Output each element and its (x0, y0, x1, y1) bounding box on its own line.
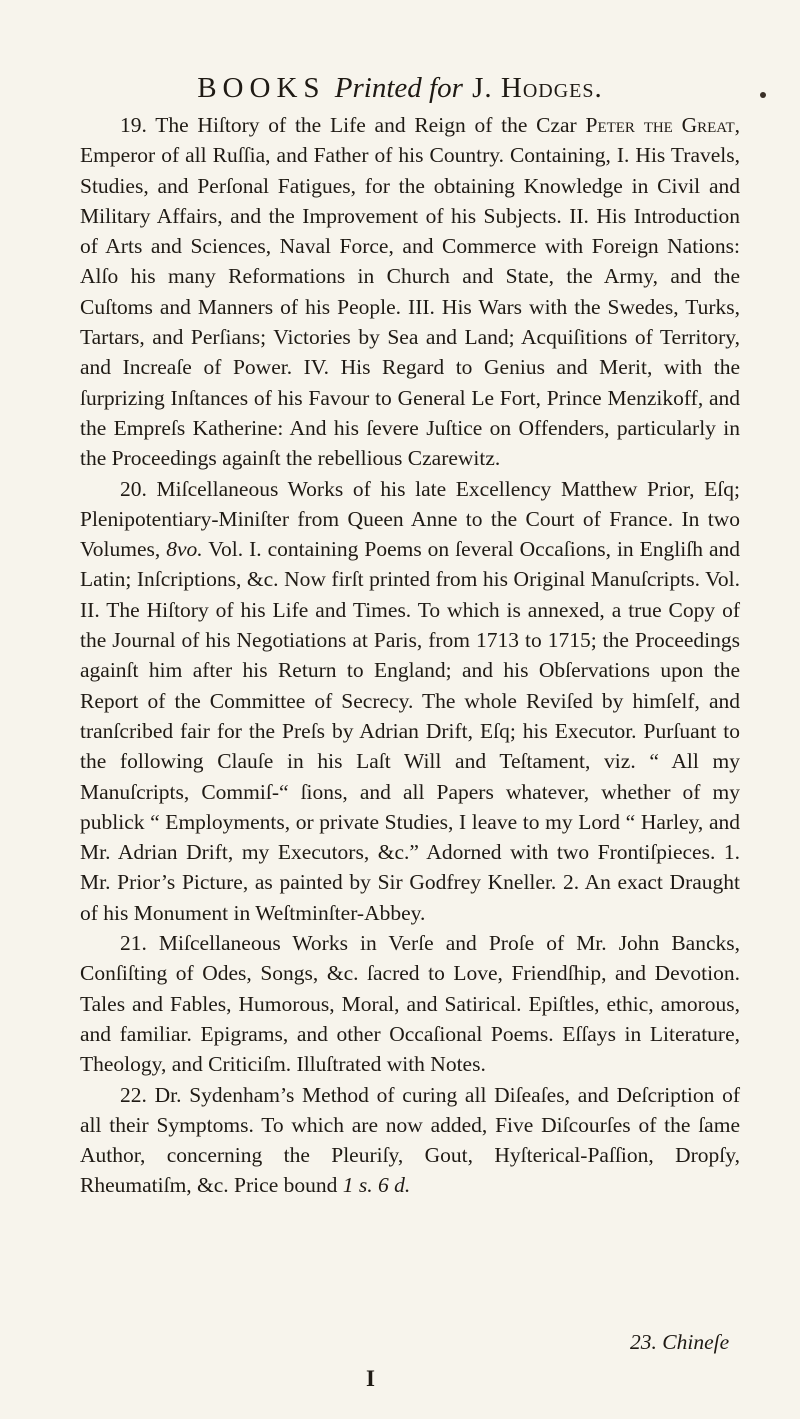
entry-name: Peter the Great (585, 113, 735, 137)
entry-number: 22. (120, 1082, 147, 1107)
header-printed-for: Printed for (334, 72, 463, 104)
header-publisher: J. Hodges. (472, 72, 603, 104)
entry-text: , Emperor of all Ruſſia, and Father of his Country. Containing, I. His Travels, Studies, and Perſonal Fatigues, for the obtaining Knowledge in Civil and Military Affairs, and the Improvement of his Subjects. II. His Introduction of Arts and Sciences, Naval Force, and Commerce with Foreign Nations: Alſo his many Reformations in Church and State, the Army, and the Cuſtoms and Manners of his People. III. His Wars with the Swedes, Turks, Tartars, and Perſians; Victories by Sea and Land; Acquiſitions of Territory, and Increaſe of Power. IV. His Regard to Genius and Merit, with the ſurprizing Inſtances of his Favour to General Le Fort, Prince Menzikoff, and the Empreſs Katherine: And his ſevere Juſtice on Offenders, particularly in the Proceedings againſt the rebellious Czarewitz. (80, 113, 741, 471)
catalogue-body (80, 110, 740, 1201)
ink-dot (760, 92, 766, 98)
catchword: 23. Chineſe (630, 1330, 730, 1354)
entry-number: 20. (120, 476, 147, 501)
header-books: BOOKS (197, 72, 326, 104)
entry-number: 21. (120, 931, 147, 956)
page-header (0, 72, 800, 105)
signature-mark: I (366, 1366, 375, 1391)
entry-text: Miſcellaneous Works of his late Excellency Matthew Prior, Eſq; Plenipotentiary-Miniſter from Queen Anne to the Court of France. In two Volumes, (80, 476, 741, 562)
entry-format: 8vo. (166, 537, 203, 562)
entry-22 (80, 1080, 740, 1201)
entry-text: Miſcellaneous Works in Verſe and Proſe of Mr. John Bancks, Conſiſting of Odes, Songs, &c. ſacred to Love, Friendſhip, and Devotion. Tales and Fables, Humorous, Moral, and Satirical. Epiſtles, ethic, amorous, and familiar. Epigrams, and other Occaſional Poems. Eſſays in Literature, Theology, and Criticiſm. Illuſtrated with Notes. (80, 931, 741, 1077)
entry-text: Vol. I. containing Poems on ſeveral Occaſions, in Engliſh and Latin; Inſcriptions, &c. Now firſt printed from his Original Manuſcripts. Vol. II. The Hiſtory of his Life and Times. To which is annexed, a true Copy of the Journal of his Negotiations at Paris, from 1713 to 1715; the Proceedings againſt him after his Return to England; and his Obſervations upon the Report of the Committee of Secrecy. The whole Reviſed by himſelf, and tranſcribed fair for the Preſs by Adrian Drift, Eſq; his Executor. Purſuant to the following Clauſe in his Laſt Will and Teſtament, viz. “ All my Manuſcripts, Commiſ-“ ſions, and all Papers whatever, whether of my publick “ Employments, or private Studies, I leave to my Lord “ Harley, and Mr. Adrian Drift, my Executors, &c.” Adorned with two Frontiſpieces. 1. Mr. Prior’s Picture, as painted by Sir Godfrey Kneller. 2. An exact Draught of his Monument in Weſtminſter-Abbey. (80, 537, 740, 925)
entry-price: 1 s. 6 d. (342, 1173, 411, 1198)
entry-text: The Hiſtory of the Life and Reign of the Czar (155, 113, 577, 137)
entry-19 (80, 110, 740, 474)
entry-20 (80, 474, 740, 928)
entry-number: 19. (120, 113, 147, 137)
entry-21 (80, 928, 740, 1079)
entry-text: Dr. Sydenham’s Method of curing all Diſeaſes, and Deſcription of all their Symptoms. To which are now added, Five Diſcourſes of the ſame Author, concerning the Pleuriſy, Gout, Hyſterical-Paſſion, Dropſy, Rheumatiſm, &c. Price bound (80, 1082, 741, 1198)
